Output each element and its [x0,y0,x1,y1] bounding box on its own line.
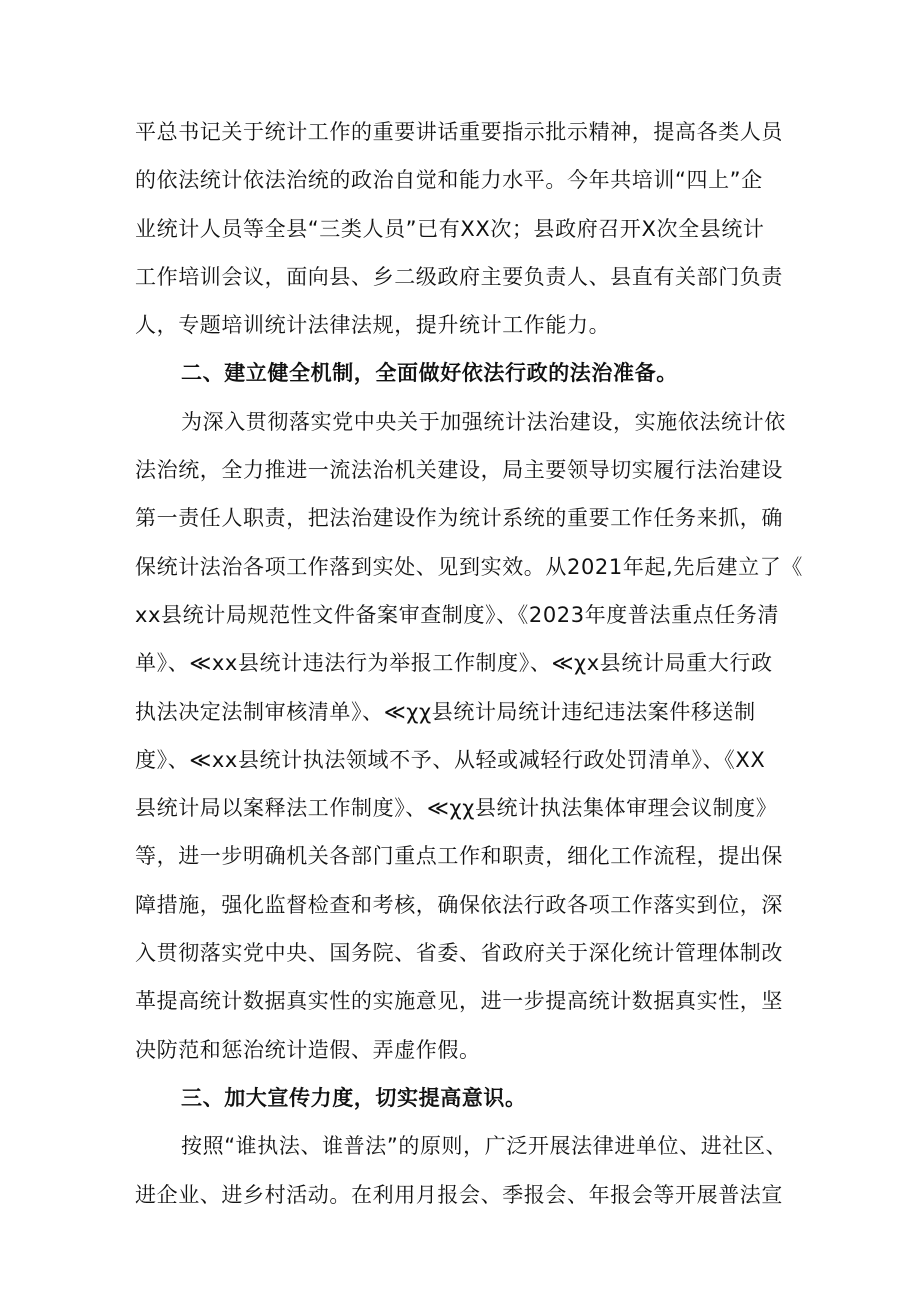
paragraph-line: 革提高统计数据真实性的实施意见，进一步提高统计数据真实性，坚 [135,989,783,1014]
paragraph-line: 按照“谁执法、谁普法”的原则，广泛开展法律进单位、进社区、 [181,1134,788,1159]
paragraph-line: 决防范和惩治统计造假、弄虚作假。 [135,1037,481,1062]
paragraph-line: 等，进一步明确机关各部门重点工作和职责，细化工作流程，提出保 [135,844,783,869]
paragraph-line: 度》、≪xx县统计执法领域不予、从轻或减轻行政处罚清单》、《XX [135,747,766,772]
paragraph-line: 业统计人员等全县“三类人员”已有XX次；县政府召开X次全县统计 [135,216,765,241]
section-heading: 二、建立健全机制，全面做好依法行政的法治准备。 [181,361,678,386]
paragraph-line: 保统计法治各项工作落到实处、见到实效。从2021年起,先后建立了《 [135,554,803,579]
paragraph-line: 平总书记关于统计工作的重要讲话重要指示批示精神，提高各类人员 [135,120,783,144]
paragraph-line: 人，专题培训统计法律法规，提升统计工作能力。 [135,313,611,338]
paragraph-line: 进企业、进乡村活动。在利用月报会、季报会、年报会等开展普法宣 [135,1182,783,1207]
paragraph-line: 的依法统计依法治统的政治自觉和能力水平。今年共培训“四上”企 [135,168,763,193]
paragraph-line: 障措施，强化监督检查和考核，确保依法行政各项工作落实到位，深 [135,892,783,917]
paragraph-line: 第一责任人职责，把法治建设作为统计系统的重要工作任务来抓，确 [135,506,783,531]
paragraph-line: 法治统，全力推进一流法治机关建设，局主要领导切实履行法治建设 [135,458,783,483]
paragraph-line: 入贯彻落实党中央、国务院、省委、省政府关于深化统计管理体制改 [135,941,783,966]
paragraph-line: 县统计局以案释法工作制度》、≪χχ县统计执法集体审理会议制度》 [135,796,778,821]
paragraph-line: 执法决定法制审核清单》、≪χχ县统计局统计违纪违法案件移送制 [135,699,756,724]
section-heading: 三、加大宣传力度，切实提高意识。 [181,1085,527,1110]
paragraph-line: 单》、≪xx县统计违法行为举报工作制度》、≪χx县统计局重大行政 [135,651,773,676]
document-body [135,108,803,1219]
paragraph-line: 为深入贯彻落实党中央关于加强统计法治建设，实施依法统计依 [181,409,786,434]
paragraph-line: 工作培训会议，面向县、乡二级政府主要负责人、县直有关部门负责 [135,264,783,289]
paragraph-line: xx县统计局规范性文件备案审查制度》、《2023年度普法重点任务清 [135,602,780,627]
